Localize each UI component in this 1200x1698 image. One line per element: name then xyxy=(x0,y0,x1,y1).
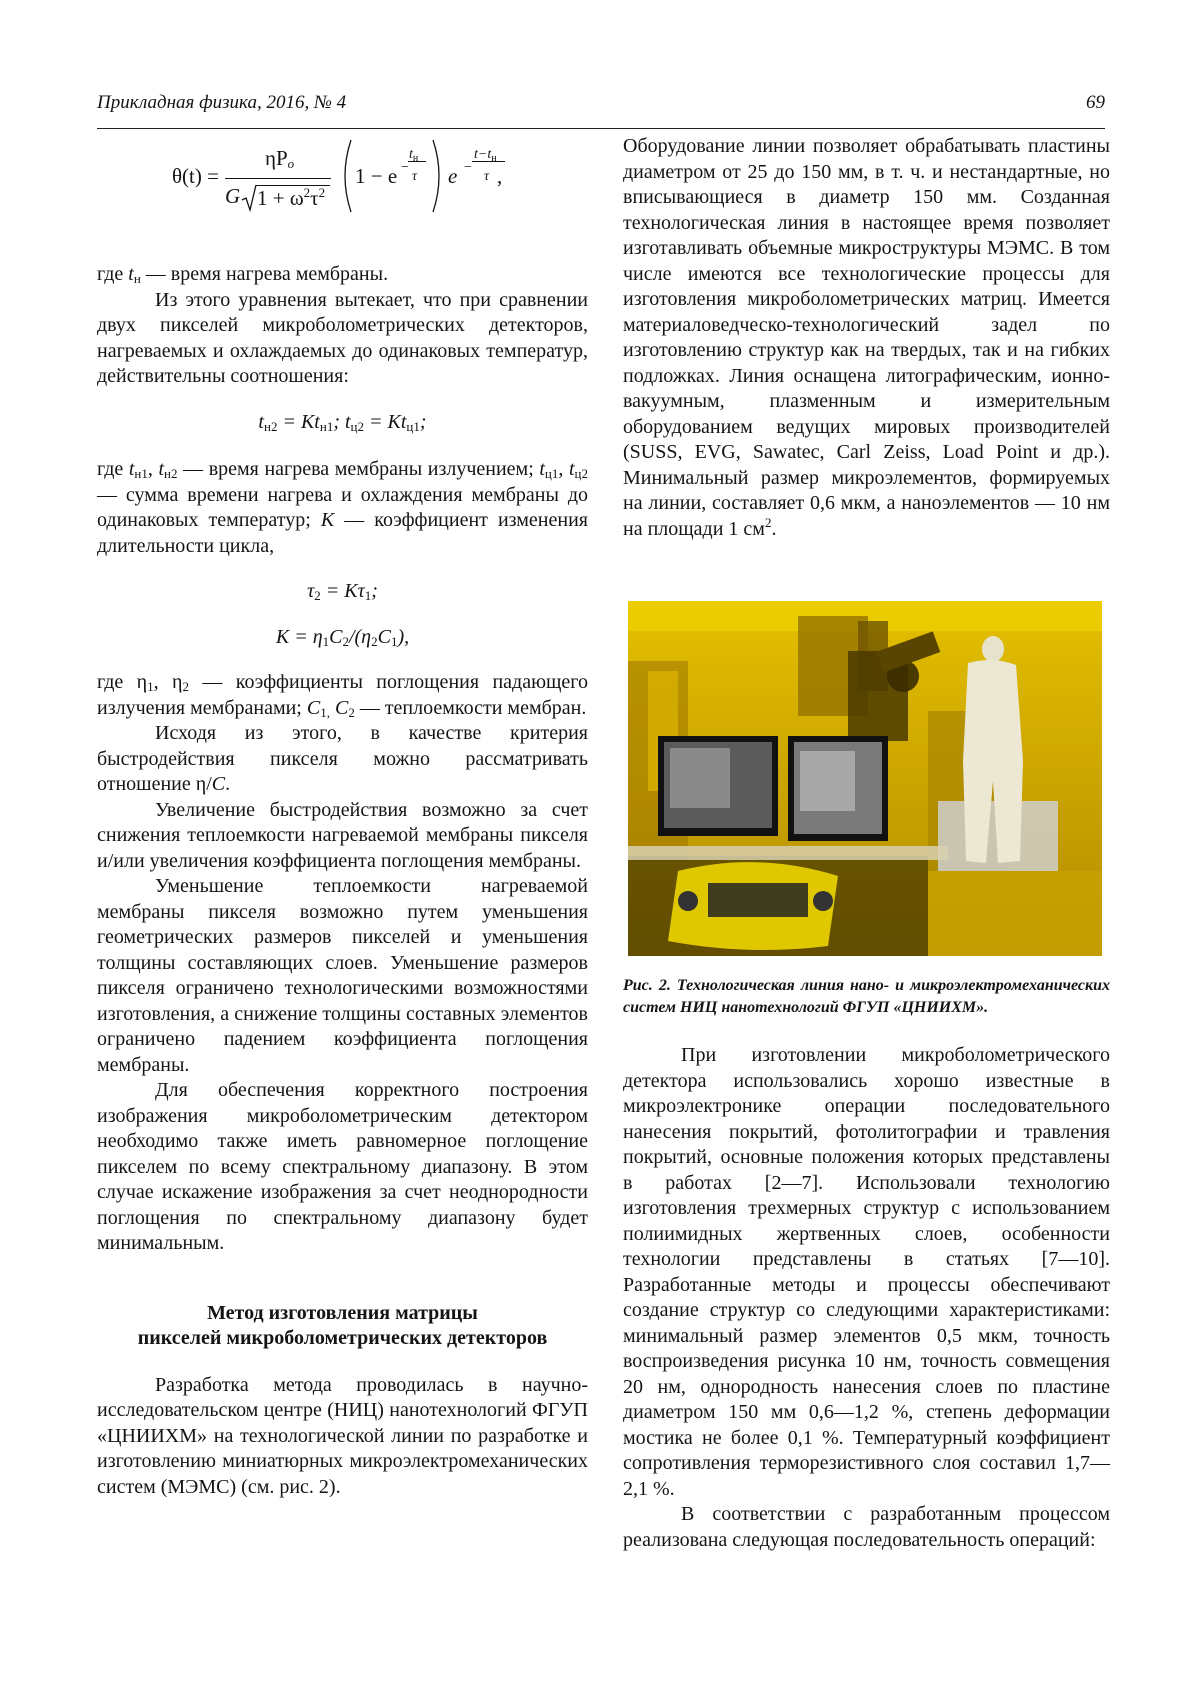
equation-tau: $\tau_2 = K\tau_1$; xyxy=(307,580,378,603)
equation-k: $K = \eta_1C_2/(\eta_2C_1)$, xyxy=(275,625,410,649)
figure-2-photo xyxy=(628,601,1102,956)
paragraph: Для обеспечения корректного построения изображения микроболометрическим детектором необходимо также иметь равномерное поглощение пикселем по всему спектральному диапазону. В этом случае искажение изображения за счет неоднородности поглощения по спектральному диапазону будет минимальным. xyxy=(97,1079,588,1254)
where-absorption: где $\eta_1$, $\eta_2$ — коэффициенты поглощения падающего излучения мембранами; $C_{1,}$ $C_2$ — теплоемкости мембран. xyxy=(97,671,589,720)
where-time-definitions: где $t_{н1}$, $t_{н2}$ — время нагрева мембраны излучением; $t_{ц1}$, $t_{ц2}$ — сумма времени нагрева и охлаждения мембраны до одинаковых температур; K — коэффициент изменения длительности цикла, xyxy=(97,458,589,557)
formula-theta: θ(t) = $\eta P_o$ G $1 + \omega^2\tau^2$ 1 − e − $t_н$ τ e − $t-t_н$ τ , xyxy=(97,134,588,256)
where-t-heating: где $t_н$ — время нагрева мембраны. xyxy=(97,263,389,286)
paragraph: В соответствии с разработанным процессом реализована следующая последовательность операций: xyxy=(623,1503,1110,1551)
right-column-top xyxy=(623,134,1110,542)
paragraph: Разработка метода проводилась в научно-исследовательском центре (НИЦ) нанотехнологий ФГУП «ЦНИИХМ» на технологической линии по разработке и изготовлению миниатюрных микроэлектромеханических систем (МЭМС) (см. рис. 2). xyxy=(97,1373,588,1498)
paragraph: Исходя из этого, в качестве критерия быстродействия пикселя можно рассматривать отношение η/C. xyxy=(97,722,588,795)
left-column xyxy=(97,134,588,1500)
paragraph: При изготовлении микроболометрического детектора использовались хорошо известные в микроэлектронике операции последовательного нанесения покрытий, фотолитографии и травления покрытий, основные положения которых представлены в работах [2—7]. Использовали технологию изготовления трехмерных структур с использованием полиимидных жертвенных слоев, особенности технологии представлены в статьях [7—10]. Разработанные методы и процессы обеспечивают создание структур со следующими характеристиками: минимальный размер элементов 0,5 мкм, точность воспроизведения рисунка 10 нм, точность совмещения 20 нм, однородность нанесения слоев по пластине диаметром 150 мм 0,6—1,2 %, степень деформации мостика не более 0,1 %. Температурный коэффициент сопротивления терморезистивного слоя составил 1,7—2,1 %. xyxy=(623,1044,1110,1500)
fraction-bar xyxy=(225,178,331,179)
header-rule xyxy=(97,128,1105,129)
section-heading: Метод изготовления матрицы пикселей микроболометрических детекторов xyxy=(137,1301,548,1349)
right-paren xyxy=(431,138,447,214)
right-column-bottom xyxy=(623,1043,1110,1553)
lab-illustration xyxy=(628,601,1102,956)
paragraph: Оборудование линии позволяет обрабатывать пластины диаметром от 25 до 150 мм, в т. ч. и нестандартные, но вписывающиеся в диаметр 150 мм. Созданная технологическая линия в настоящее время позволяет изготавливать объемные микроструктуры МЭМС. В том числе имеются все технологические процессы для изготовления микроболометрических матриц. Имеется материаловедческо-технологический задел по изготовлению структур как на твердых, так и на гибких подложках. Линия оснащена литографическим, ионно-вакуумным, плазменным и измерительным оборудованием ведущих мировых производителей (SUSS, EVG, Sawatec, Carl Zeiss, Load Point и др.). Минимальный размер микроэлементов, формируемых на линии, составляет 0,6 мкм, а наноэлементов — 10 нм на площади 1 $см^2$. xyxy=(623,135,1110,540)
equation-time-ratio: $t_{н2} = Kt_{н1}$; $t_{ц2} = Kt_{ц1}$; xyxy=(258,410,427,434)
formula-lhs: θ(t) = xyxy=(172,164,219,188)
paragraph: Из этого уравнения вытекает, что при сравнении двух пикселей микроболометрических детекторов, нагреваемых и охлаждаемых до одинаковых температур, действительны соотношения: xyxy=(97,288,588,387)
page-number: 69 xyxy=(1086,92,1105,113)
sqrt-sign xyxy=(241,184,257,212)
paragraph: Уменьшение теплоемкости нагреваемой мембраны пикселя возможно путем уменьшения геометрических размеров пикселей и уменьшения толщины составляющих слоев. Уменьшение размеров пикселя ограничено технологическими возможностями изготовления, а снижение толщины составных элементов ограничено падением коэффициента поглощения мембраны. xyxy=(97,875,588,1076)
paragraph: Увеличение быстродействия возможно за счет снижения теплоемкости нагреваемой мембраны пикселя и/или увеличения коэффициента поглощения мембраны. xyxy=(97,798,588,872)
figure-2-caption: Рис. 2. Технологическая линия нано- и микроэлектромеханических систем НИЦ нанотехнологий ФГУП «ЦНИИХМ». xyxy=(623,977,1110,1016)
running-header xyxy=(97,92,1105,122)
journal-title: Прикладная физика, 2016, № 4 xyxy=(97,92,347,113)
left-paren xyxy=(337,138,353,214)
